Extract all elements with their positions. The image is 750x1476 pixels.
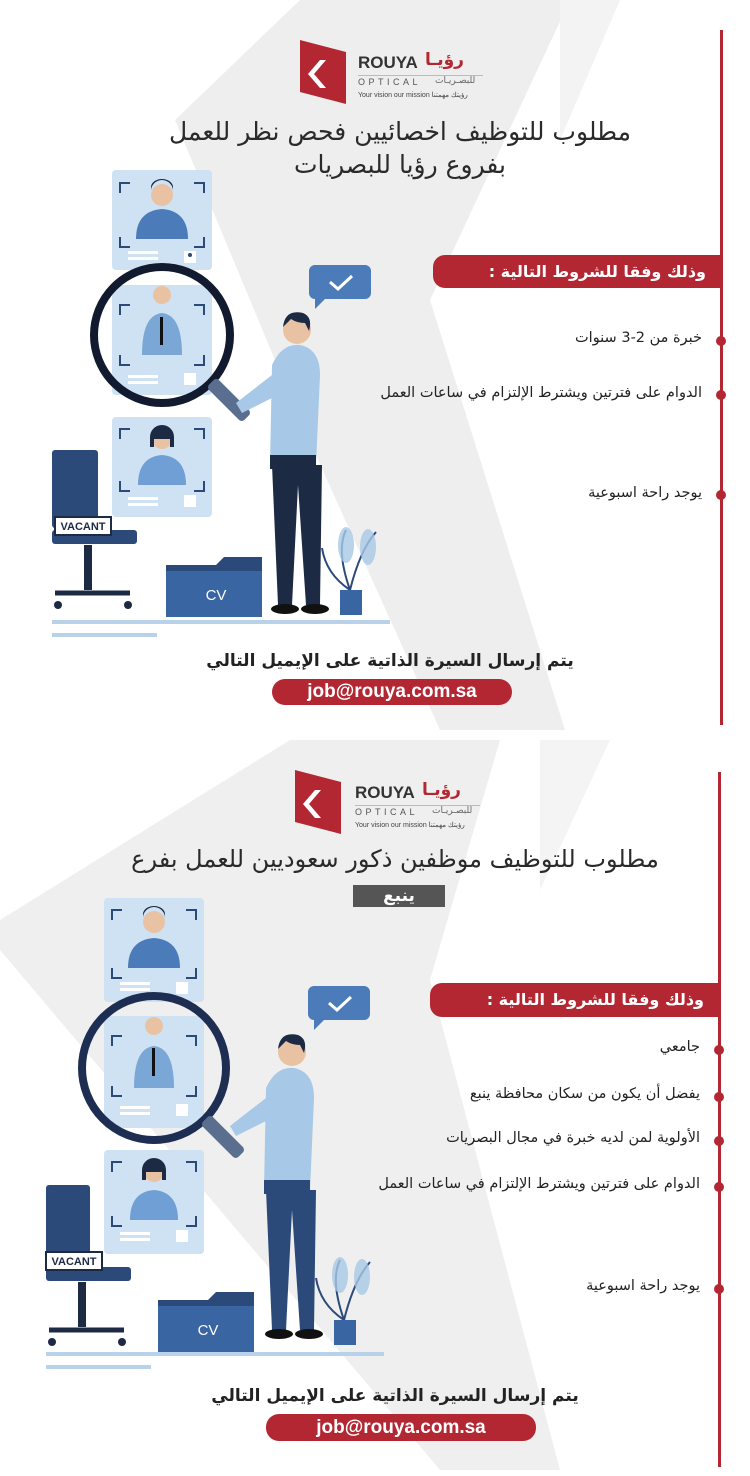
brand-sub-ar: للبصـريـات (432, 806, 473, 816)
requirement-item: خبرة من 2-3 سنوات (575, 330, 702, 346)
job-poster-yanbu (0, 740, 750, 1470)
requirement-item: الدوام على فترتين ويشترط الإلتزام في ساعات العمل (380, 385, 702, 401)
job-poster-optometrists (0, 0, 750, 730)
brand-name-ar: رؤيـا (422, 780, 461, 800)
bullet (714, 1045, 724, 1055)
requirement-item: الدوام على فترتين ويشترط الإلتزام في ساعات العمل (378, 1176, 700, 1192)
requirement-item: يوجد راحة اسبوعية (586, 1278, 700, 1294)
send-cv-instructions: يتم إرسال السيرة الذاتية على الإيميل التالي (206, 651, 574, 671)
requirement-item: الأولوية لمن لديه خبرة في مجال البصريات (446, 1130, 700, 1146)
recruitment-illustration (50, 165, 390, 645)
brand-slogan: Your vision our mission رؤيتك مهمتنا (358, 92, 468, 99)
red-timeline-line (718, 772, 721, 1467)
rouya-logo-icon (295, 770, 341, 834)
requirement-item: جامعي (659, 1039, 700, 1055)
conditions-banner: وذلك وفقا للشروط التالية : (430, 983, 718, 1017)
recruitment-illustration (44, 890, 384, 1370)
brand-name-en: ROUYA (358, 53, 418, 72)
bullet (714, 1136, 724, 1146)
requirement-item: يفضل أن يكون من سكان محافظة ينبع (469, 1086, 700, 1102)
brand-sub-en: OPTICAL (358, 77, 422, 87)
requirement-item: يوجد راحة اسبوعية (588, 485, 702, 501)
conditions-banner: وذلك وفقا للشروط التالية : (433, 255, 720, 288)
poster-title-line-2: بفروع رؤيا للبصريات (293, 150, 507, 179)
email-link[interactable]: job@rouya.com.sa (266, 1414, 536, 1441)
bullet (716, 336, 726, 346)
send-cv-instructions: يتم إرسال السيرة الذاتية على الإيميل التالي (211, 1386, 579, 1406)
brand-name-ar: رؤيـا (425, 50, 464, 70)
bullet (716, 490, 726, 500)
email-link[interactable]: job@rouya.com.sa (272, 679, 512, 705)
bullet (714, 1182, 724, 1192)
cv-folder-label: CV (197, 1322, 219, 1339)
rouya-logo-icon (300, 40, 346, 104)
bullet (714, 1284, 724, 1294)
brand-sub-ar: للبصـريـات (435, 76, 476, 86)
city-tag: ينبع (353, 885, 445, 907)
brand-name-en: ROUYA (355, 783, 415, 802)
red-timeline-line (720, 30, 723, 725)
cv-folder-label: CV (205, 587, 227, 604)
vacant-sign: VACANT (51, 1256, 97, 1268)
poster-title-line-1: مطلوب للتوظيف موظفين ذكور سعوديين للعمل بفرع (131, 845, 659, 873)
brand-slogan: Your vision our mission رؤيتك مهمتنا (355, 822, 465, 829)
bullet (716, 390, 726, 400)
poster-title-line-1: مطلوب للتوظيف اخصائيين فحص نظر للعمل (168, 117, 632, 146)
vacant-sign: VACANT (60, 521, 106, 533)
bullet (714, 1092, 724, 1102)
brand-sub-en: OPTICAL (355, 807, 419, 817)
